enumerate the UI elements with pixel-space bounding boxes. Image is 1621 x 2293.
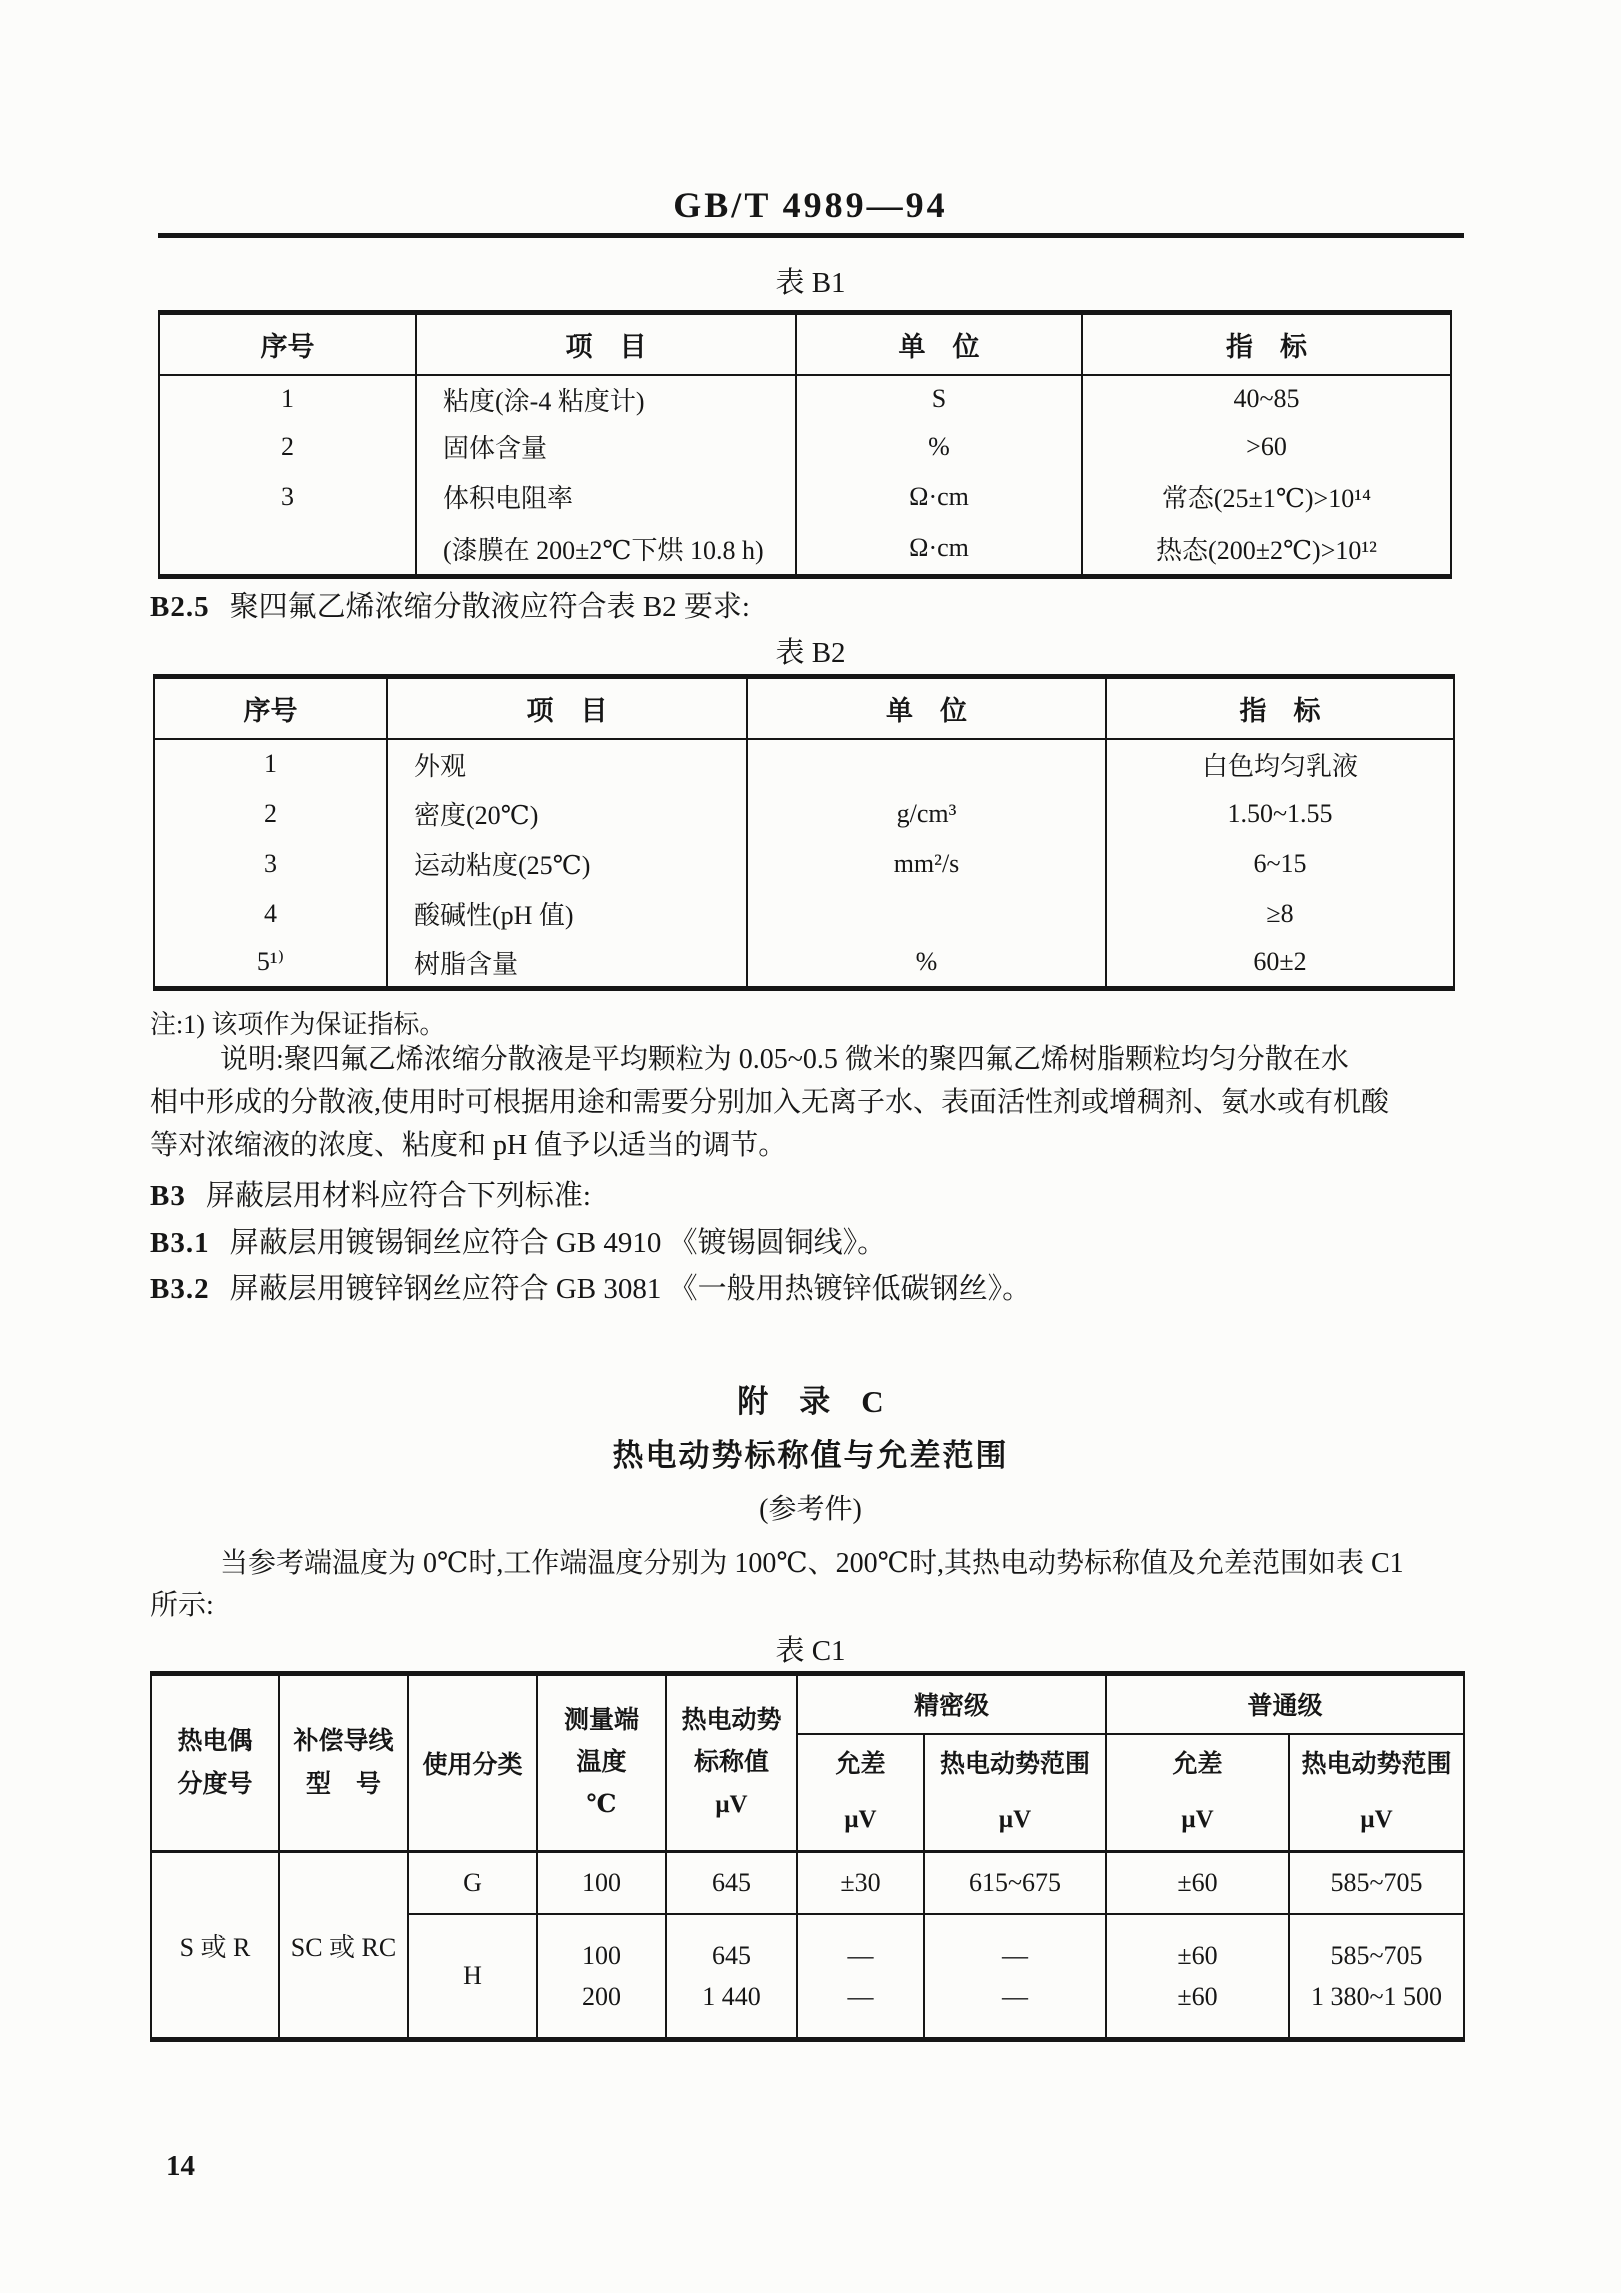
header-line: μV	[998, 1806, 1032, 1834]
table-b1-header-row	[159, 313, 1451, 375]
table-cell: 1	[281, 384, 294, 413]
table-cell: ≥8	[1106, 889, 1454, 939]
header-line: μV	[844, 1806, 877, 1834]
cell-line: ±60	[1177, 1940, 1218, 1970]
appendix-c-reference-note: (参考件)	[759, 1494, 862, 1525]
header-cell-measuring-temp	[537, 1674, 666, 1852]
table-row	[159, 375, 1451, 423]
table-cell: 100	[537, 1852, 666, 1914]
table-row	[159, 523, 1451, 577]
table-cell: 密度(20℃)	[387, 789, 747, 839]
table-cell: 585~705	[1289, 1852, 1464, 1914]
table-cell-wire: SC 或 RC	[279, 1852, 408, 2040]
table-cell-couple: S 或 R	[179, 1932, 251, 1962]
table-cell: 40~85	[1082, 375, 1451, 423]
table-cell	[924, 1914, 1106, 2040]
table-cell	[666, 1914, 797, 2040]
table-cell: 外观	[387, 739, 747, 789]
table-cell: Ω·cm	[796, 471, 1082, 523]
table-row	[159, 471, 1451, 523]
cell-line: 100	[582, 1940, 621, 1970]
header-rule	[158, 233, 1464, 238]
header-cell-couple-index	[151, 1674, 279, 1852]
cell-line: —	[847, 1981, 874, 2011]
header-cell: 指 标	[1106, 677, 1454, 739]
clause-b3-2	[150, 1266, 1031, 1307]
table-cell: 固体含量	[416, 423, 796, 471]
table-cell: 4	[264, 898, 277, 928]
paragraph-line: 当参考端温度为 0℃时,工作端温度分别为 100℃、200℃时,其热电动势标称值及允差范围如表 C1	[220, 1548, 1404, 1579]
table-cell	[537, 1914, 666, 2040]
header-line: ℃	[586, 1791, 617, 1818]
clause-b2-5	[150, 584, 750, 625]
cell-line: ±60	[1177, 1981, 1218, 2011]
clause-text: 聚四氟乙烯浓缩分散液应符合表 B2 要求:	[229, 591, 750, 623]
table-cell	[159, 523, 416, 577]
table-cell: 常态(25±1℃)>10¹⁴	[1082, 471, 1451, 523]
table-row	[154, 789, 1454, 839]
header-line: 热电偶	[177, 1728, 253, 1755]
table-c1-group-header-row	[151, 1674, 1464, 1734]
appendix-c-paragraph	[150, 1543, 1404, 1627]
header-cell: 单 位	[747, 677, 1106, 739]
header-cell: 项 目	[416, 313, 796, 375]
table-cell	[747, 889, 1106, 939]
header-cell-precision-emf-range	[924, 1734, 1106, 1852]
header-line: μV	[715, 1791, 748, 1818]
table-cell: 体积电阻率	[416, 471, 796, 523]
table-cell: H	[408, 1914, 537, 2040]
header-cell-precision-grade: 精密级	[797, 1674, 1106, 1734]
table-c1-row-g	[151, 1852, 1464, 1914]
clause-text: 屏蔽层用镀锌钢丝应符合 GB 3081 《一般用热镀锌低碳钢丝》。	[229, 1273, 1032, 1305]
header-line: μV	[1360, 1806, 1393, 1834]
header-cell-compensating-wire	[279, 1674, 408, 1852]
header-cell-usage-class: 使用分类	[408, 1674, 537, 1852]
header-cell-ordinary-grade: 普通级	[1106, 1674, 1464, 1734]
table-cell: 615~675	[924, 1852, 1106, 1914]
table-cell: Ω·cm	[796, 523, 1082, 577]
header-cell: 序号	[159, 313, 416, 375]
table-c1-title: 表 C1	[775, 1635, 846, 1667]
table-b1	[158, 310, 1452, 579]
cell-line: 645	[712, 1940, 751, 1970]
cell-line: —	[847, 1940, 874, 1970]
cell-line: 585~705	[1330, 1940, 1423, 1970]
table-cell: S	[796, 375, 1082, 423]
appendix-c-title: 附 录 C	[737, 1384, 884, 1419]
table-cell	[1106, 1914, 1289, 2040]
table-b2-footnote: 注:1) 该项作为保证指标。	[150, 1010, 446, 1039]
cell-line: —	[1002, 1940, 1028, 1970]
table-row	[154, 939, 1454, 989]
shuoming-paragraph	[150, 1038, 1389, 1167]
table-cell: 3	[281, 481, 294, 511]
table-cell: 6~15	[1106, 839, 1454, 889]
table-cell: ±60	[1106, 1852, 1289, 1914]
table-b1-title: 表 B1	[775, 267, 846, 299]
table-cell: %	[796, 423, 1082, 471]
clause-text: 屏蔽层用镀锡铜丝应符合 GB 4910 《镀锡圆铜线》。	[229, 1227, 887, 1259]
page-number: 14	[166, 2150, 195, 2182]
clause-label: B3.2	[150, 1273, 210, 1305]
table-row	[154, 889, 1454, 939]
table-cell: 运动粘度(25℃)	[387, 839, 747, 889]
header-line: 温度	[576, 1749, 627, 1776]
clause-label: B2.5	[150, 591, 210, 623]
header-line: 热电动势	[681, 1707, 782, 1734]
table-cell	[1289, 1914, 1464, 2040]
cell-line: 1 380~1 500	[1310, 1981, 1443, 2011]
clause-b3	[150, 1173, 591, 1214]
clause-b3-1	[150, 1220, 886, 1261]
clause-label: B3.1	[150, 1227, 210, 1259]
table-row	[159, 423, 1451, 471]
header-line: 标称值	[693, 1749, 769, 1776]
doc-number: GB/T 4989—94	[673, 185, 948, 225]
table-cell: 60±2	[1106, 939, 1454, 989]
header-cell-precision-tolerance	[797, 1734, 924, 1852]
table-c1	[150, 1671, 1465, 2042]
header-line: 分度号	[177, 1771, 253, 1798]
table-cell: %	[747, 939, 1106, 989]
table-cell: 5¹⁾	[256, 947, 285, 977]
table-cell: 2	[264, 798, 277, 828]
table-row	[154, 839, 1454, 889]
header-cell: 项 目	[387, 677, 747, 739]
paragraph-line: 等对浓缩液的浓度、粘度和 pH 值予以适当的调节。	[150, 1130, 787, 1161]
header-cell: 序号	[154, 677, 387, 739]
header-cell-ordinary-tolerance	[1106, 1734, 1289, 1852]
header-line: 测量端	[563, 1707, 639, 1734]
table-cell: 1	[264, 749, 277, 778]
table-cell: G	[408, 1852, 537, 1914]
table-cell: 白色均匀乳液	[1106, 739, 1454, 789]
paragraph-line: 相中形成的分散液,使用时可根据用途和需要分别加入无离子水、表面活性剂或增稠剂、氨水或有机酸	[150, 1087, 1390, 1118]
header-line: 热电动势范围	[1301, 1751, 1452, 1779]
cell-line: —	[1002, 1981, 1028, 2011]
clause-label: B3	[150, 1180, 186, 1212]
table-b2	[153, 674, 1455, 991]
table-cell: (漆膜在 200±2℃下烘 10.8 h)	[416, 523, 796, 577]
header-line: 热电动势范围	[940, 1751, 1091, 1779]
table-cell: 1.50~1.55	[1106, 789, 1454, 839]
table-b2-title: 表 B2	[775, 637, 846, 669]
table-cell: ±30	[797, 1852, 924, 1914]
table-cell	[747, 739, 1106, 789]
header-cell-ordinary-emf-range	[1289, 1734, 1464, 1852]
header-line: 允差	[1172, 1751, 1223, 1779]
table-cell: mm²/s	[747, 839, 1106, 889]
header-line: 允差	[835, 1751, 886, 1779]
table-cell: 酸碱性(pH 值)	[387, 889, 747, 939]
table-cell: 2	[281, 431, 294, 461]
header-cell: 指 标	[1082, 313, 1451, 375]
header-line: 补偿导线	[293, 1728, 394, 1755]
header-line: 型 号	[305, 1771, 381, 1798]
table-cell: g/cm³	[747, 789, 1106, 839]
table-cell: 3	[264, 848, 277, 878]
paragraph-line: 所示:	[150, 1590, 214, 1621]
table-cell: 热态(200±2℃)>10¹²	[1082, 523, 1451, 577]
table-cell: 粘度(涂-4 粘度计)	[416, 375, 796, 423]
appendix-c-subtitle: 热电动势标称值与允差范围	[612, 1438, 1009, 1473]
table-cell: 树脂含量	[387, 939, 747, 989]
cell-line: 200	[582, 1981, 621, 2011]
table-cell	[797, 1914, 924, 2040]
header-cell-emf-nominal	[666, 1674, 797, 1852]
table-cell: 645	[666, 1852, 797, 1914]
header-cell: 单 位	[796, 313, 1082, 375]
table-row	[154, 739, 1454, 789]
header-line: μV	[1181, 1806, 1214, 1834]
cell-line: 1 440	[702, 1981, 761, 2011]
clause-text: 屏蔽层用材料应符合下列标准:	[205, 1180, 591, 1212]
table-cell: >60	[1082, 423, 1451, 471]
paragraph-line: 说明:聚四氟乙烯浓缩分散液是平均颗粒为 0.05~0.5 微米的聚四氟乙烯树脂颗粒均匀分散在水	[220, 1044, 1349, 1075]
table-b2-header-row	[154, 677, 1454, 739]
